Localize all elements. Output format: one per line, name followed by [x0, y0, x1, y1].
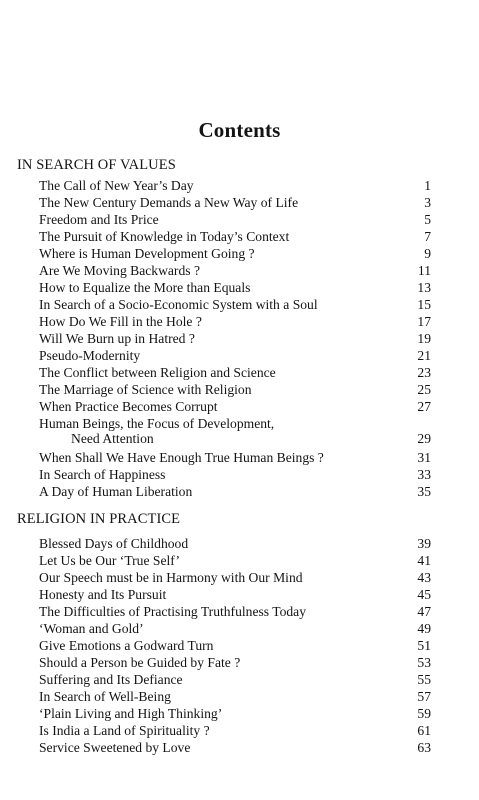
toc-entry-title: How to Equalize the More than Equals: [39, 280, 251, 295]
toc-entry: [39, 211, 431, 229]
toc-entry-page-number: 63: [417, 740, 431, 755]
toc-entry: [39, 381, 431, 399]
toc-entry-page-number: 49: [417, 621, 431, 636]
toc-entry-title: Pseudo-Modernity: [39, 348, 141, 363]
toc-entry-title: Let Us be Our ‘True Self’: [39, 553, 181, 568]
toc-entry-page-number: 9: [424, 246, 431, 261]
toc-entry-title: In Search of Happiness: [39, 467, 166, 482]
toc-entry-page-number: 47: [417, 604, 431, 619]
toc-entry: [39, 313, 431, 331]
toc-entry-page-number: 29: [417, 431, 431, 446]
toc-entry-page-number: 11: [417, 263, 431, 278]
toc-entry-title: When Practice Becomes Corrupt: [39, 399, 218, 414]
toc-entry-title: Is India a Land of Spirituality ?: [39, 723, 210, 738]
toc-entry-page-number: 13: [417, 280, 431, 295]
toc-entry: [39, 194, 431, 212]
toc-entry-page-number: 3: [424, 195, 431, 210]
toc-entry: [39, 415, 431, 449]
toc-entry-page-number: 7: [424, 229, 431, 244]
toc-entry-page-number: 43: [417, 570, 431, 585]
toc-entry-title: The Pursuit of Knowledge in Today’s Context: [39, 229, 290, 244]
toc-entry-title: Give Emotions a Godward Turn: [39, 638, 214, 653]
toc-entry-page-number: 53: [417, 655, 431, 670]
toc-entry: [39, 620, 431, 638]
toc-entry-page-number: 45: [417, 587, 431, 602]
toc-entry-title-continuation: Need Attention: [71, 431, 154, 446]
toc-entry-page-number: 25: [417, 382, 431, 397]
toc-entry: [39, 364, 431, 382]
toc-entry-page-number: 33: [417, 467, 431, 482]
toc-entry-page-number: 35: [417, 484, 431, 499]
toc-entry: [39, 739, 431, 757]
toc-entry-page-number: 39: [417, 536, 431, 551]
toc-entry: [39, 330, 431, 348]
section-heading: RELIGION IN PRACTICE: [17, 511, 181, 527]
toc-entry-title: Human Beings, the Focus of Development,: [39, 416, 275, 431]
toc-entry-title: When Shall We Have Enough True Human Beings ?: [39, 450, 324, 465]
toc-entry-title: A Day of Human Liberation: [39, 484, 193, 499]
toc-entry-page-number: 61: [417, 723, 431, 738]
toc-entry-title: In Search of a Socio-Economic System with a Soul: [39, 297, 318, 312]
toc-entry-page-number: 59: [417, 706, 431, 721]
toc-entry-title: Should a Person be Guided by Fate ?: [39, 655, 241, 670]
toc-entry: [39, 722, 431, 740]
toc-entry-title: ‘Plain Living and High Thinking’: [39, 706, 223, 721]
toc-entry-page-number: 15: [417, 297, 431, 312]
toc-entry: [39, 603, 431, 621]
toc-entry-page-number: 1: [424, 178, 431, 193]
toc-entry: [39, 449, 431, 467]
toc-entry: [39, 671, 431, 689]
toc-entry-title: How Do We Fill in the Hole ?: [39, 314, 202, 329]
toc-entry: [39, 347, 431, 365]
toc-entry-page-number: 41: [417, 553, 431, 568]
toc-entry: [39, 177, 431, 195]
toc-entry-page-number: 57: [417, 689, 431, 704]
toc-entry: [39, 586, 431, 604]
toc-entry: [39, 228, 431, 246]
toc-entry-title: Freedom and Its Price: [39, 212, 159, 227]
toc-entry: [39, 398, 431, 416]
toc-entry: [39, 483, 431, 501]
toc-entry: [39, 466, 431, 484]
toc-entry: [39, 705, 431, 723]
toc-entry-page-number: 31: [417, 450, 431, 465]
toc-entry-page-number: 17: [417, 314, 431, 329]
toc-entry-title: Our Speech must be in Harmony with Our Mind: [39, 570, 303, 585]
toc-entry-title: The Conflict between Religion and Science: [39, 365, 276, 380]
toc-entry: [39, 688, 431, 706]
toc-entry-page-number: 5: [424, 212, 431, 227]
toc-entry-title: Are We Moving Backwards ?: [39, 263, 200, 278]
toc-entry-page-number: 27: [417, 399, 431, 414]
toc-entry: [39, 654, 431, 672]
toc-entry-title: In Search of Well-Being: [39, 689, 171, 704]
toc-entry-title: ‘Woman and Gold’: [39, 621, 144, 636]
toc-entry-title: Suffering and Its Defiance: [39, 672, 183, 687]
toc-entry: [39, 296, 431, 314]
toc-entry: [39, 637, 431, 655]
toc-entry: [39, 552, 431, 570]
toc-entry: [39, 535, 431, 553]
toc-entry-title: Will We Burn up in Hatred ?: [39, 331, 195, 346]
section-heading: IN SEARCH OF VALUES: [17, 157, 176, 173]
toc-entry-title: The Marriage of Science with Religion: [39, 382, 252, 397]
toc-entry-title: Service Sweetened by Love: [39, 740, 191, 755]
toc-entry: [39, 245, 431, 263]
toc-entry: [39, 262, 431, 280]
toc-entry-title: Where is Human Development Going ?: [39, 246, 255, 261]
toc-entry: [39, 279, 431, 297]
toc-entry-title: The Call of New Year’s Day: [39, 178, 194, 193]
page-title: Contents: [198, 118, 281, 142]
toc-entry-title: The New Century Demands a New Way of Life: [39, 195, 299, 210]
toc-entry-title: Blessed Days of Childhood: [39, 536, 189, 551]
toc-entry: [39, 569, 431, 587]
toc-entry-title: The Difficulties of Practising Truthfulness Today: [39, 604, 307, 619]
toc-entry-page-number: 51: [417, 638, 431, 653]
toc-entry-page-number: 19: [417, 331, 431, 346]
toc-entry-title: Honesty and Its Pursuit: [39, 587, 167, 602]
toc-entry-page-number: 55: [417, 672, 431, 687]
toc-entry-page-number: 21: [417, 348, 431, 363]
toc-entry-page-number: 23: [417, 365, 431, 380]
